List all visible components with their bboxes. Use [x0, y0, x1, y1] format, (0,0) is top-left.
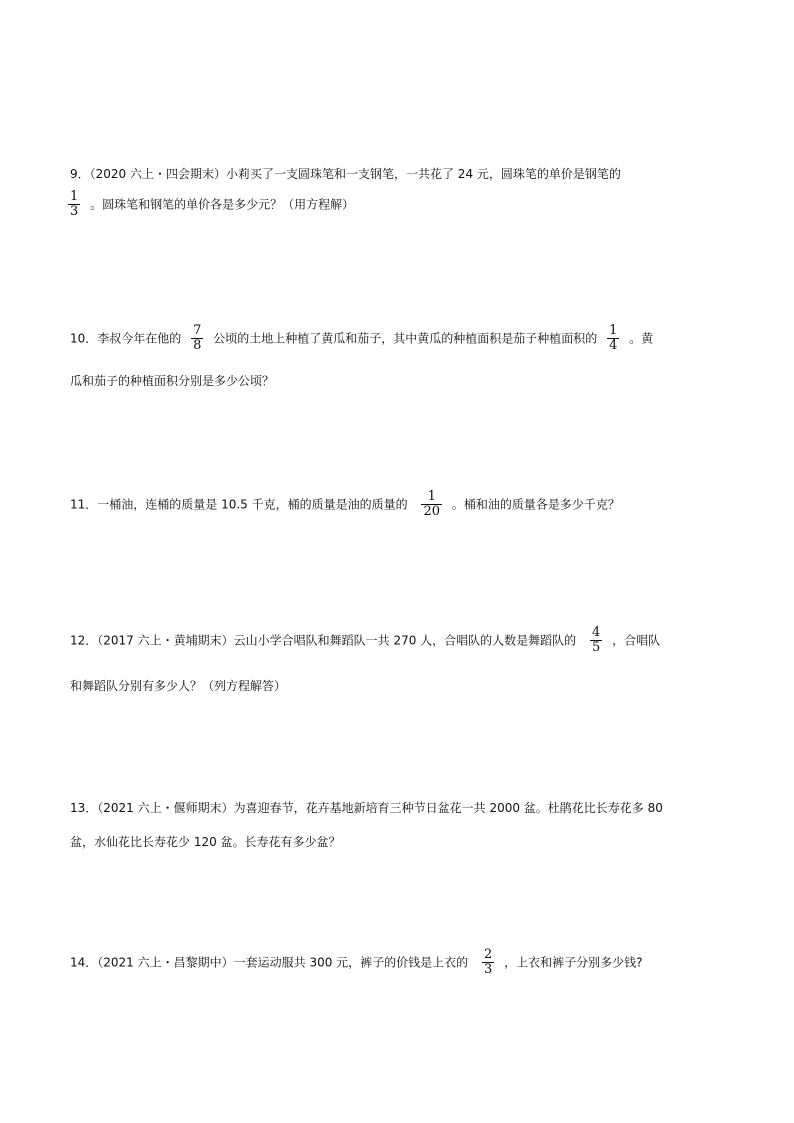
fraction-4-5 [590, 626, 602, 656]
question-12-text-2: ，合唱队 [612, 633, 661, 648]
question-12-text-1: 12．（2017 六上・黄埔期末）云山小学合唱队和舞蹈队一共 270 人，合唱队的人数是舞蹈队的 [70, 633, 577, 648]
question-11-text-2: 。桶和油的质量各是多少千克？ [451, 497, 620, 512]
question-12-line-2 [70, 680, 286, 692]
fraction-numerator: 4 [592, 625, 601, 640]
question-10 [70, 322, 730, 402]
fraction-1-4 [607, 324, 619, 354]
question-11-line-1 [70, 490, 620, 520]
fraction-denominator: 8 [193, 338, 202, 354]
question-10-text-2: 公顷的土地上种植了黄瓜和茄子，其中黄瓜的种植面积是茄子种植面积的 [213, 331, 598, 346]
fraction-numerator: 2 [484, 947, 493, 962]
question-14-line-1 [70, 948, 642, 978]
fraction-denominator: 4 [609, 338, 618, 354]
question-13 [70, 802, 730, 862]
question-14 [70, 946, 730, 996]
question-14-text-2: ，上衣和裤子分别多少钱? [504, 955, 643, 970]
question-9-text-2: 。圆珠笔和钢笔的单价各是多少元？（用方程解） [90, 197, 355, 212]
question-12 [70, 624, 730, 704]
question-12-line-1 [70, 626, 660, 656]
question-13-text-1: 13．（2021 六上・偃师期末）为喜迎春节，花卉基地新培育三种节日盆花一共 2000 盆。杜鹃花比长寿花多 80 [70, 801, 663, 815]
fraction-denominator: 3 [70, 204, 79, 220]
question-10-text-1: 10．李叔今年在他的 [70, 331, 182, 346]
fraction-numerator: 1 [70, 189, 79, 204]
fraction-denominator: 3 [484, 962, 493, 978]
question-10-text-4: 瓜和茄子的种植面积分别是多少公顷？ [70, 374, 275, 388]
question-11 [70, 488, 730, 538]
question-9-line-2 [68, 190, 354, 220]
question-10-text-3: 。黄 [629, 331, 654, 346]
question-11-text-1: 11．一桶油，连桶的质量是 10.5 千克，桶的质量是油的质量的 [70, 497, 408, 512]
question-12-text-3: 和舞蹈队分别有多少人？（列方程解答） [70, 679, 287, 693]
fraction-2-3 [482, 948, 494, 978]
fraction-numerator: 1 [609, 323, 618, 338]
question-13-line-1 [70, 802, 663, 814]
question-13-line-2 [70, 836, 341, 848]
fraction-denominator: 5 [592, 640, 601, 656]
question-14-text-1: 14．（2021 六上・昌黎期中）一套运动服共 300 元，裤子的价钱是上衣的 [70, 955, 469, 970]
fraction-denominator: 20 [423, 504, 440, 520]
question-9-text-1: 9．（2020 六上・四会期末）小莉买了一支圆珠笔和一支钢笔，一共花了 24 元，圆珠笔的单价是钢笔的 [70, 167, 621, 181]
question-9 [70, 160, 730, 240]
fraction-numerator: 7 [193, 323, 202, 338]
question-10-line-2 [70, 375, 274, 387]
question-9-line-1 [70, 168, 621, 180]
fraction-1-20 [421, 490, 442, 520]
fraction-numerator: 1 [427, 489, 436, 504]
fraction-7-8 [191, 324, 203, 354]
question-13-text-2: 盆，水仙花比长寿花少 120 盆。长寿花有多少盆？ [70, 835, 341, 849]
question-10-line-1 [70, 324, 653, 354]
fraction-1-3 [68, 190, 80, 220]
